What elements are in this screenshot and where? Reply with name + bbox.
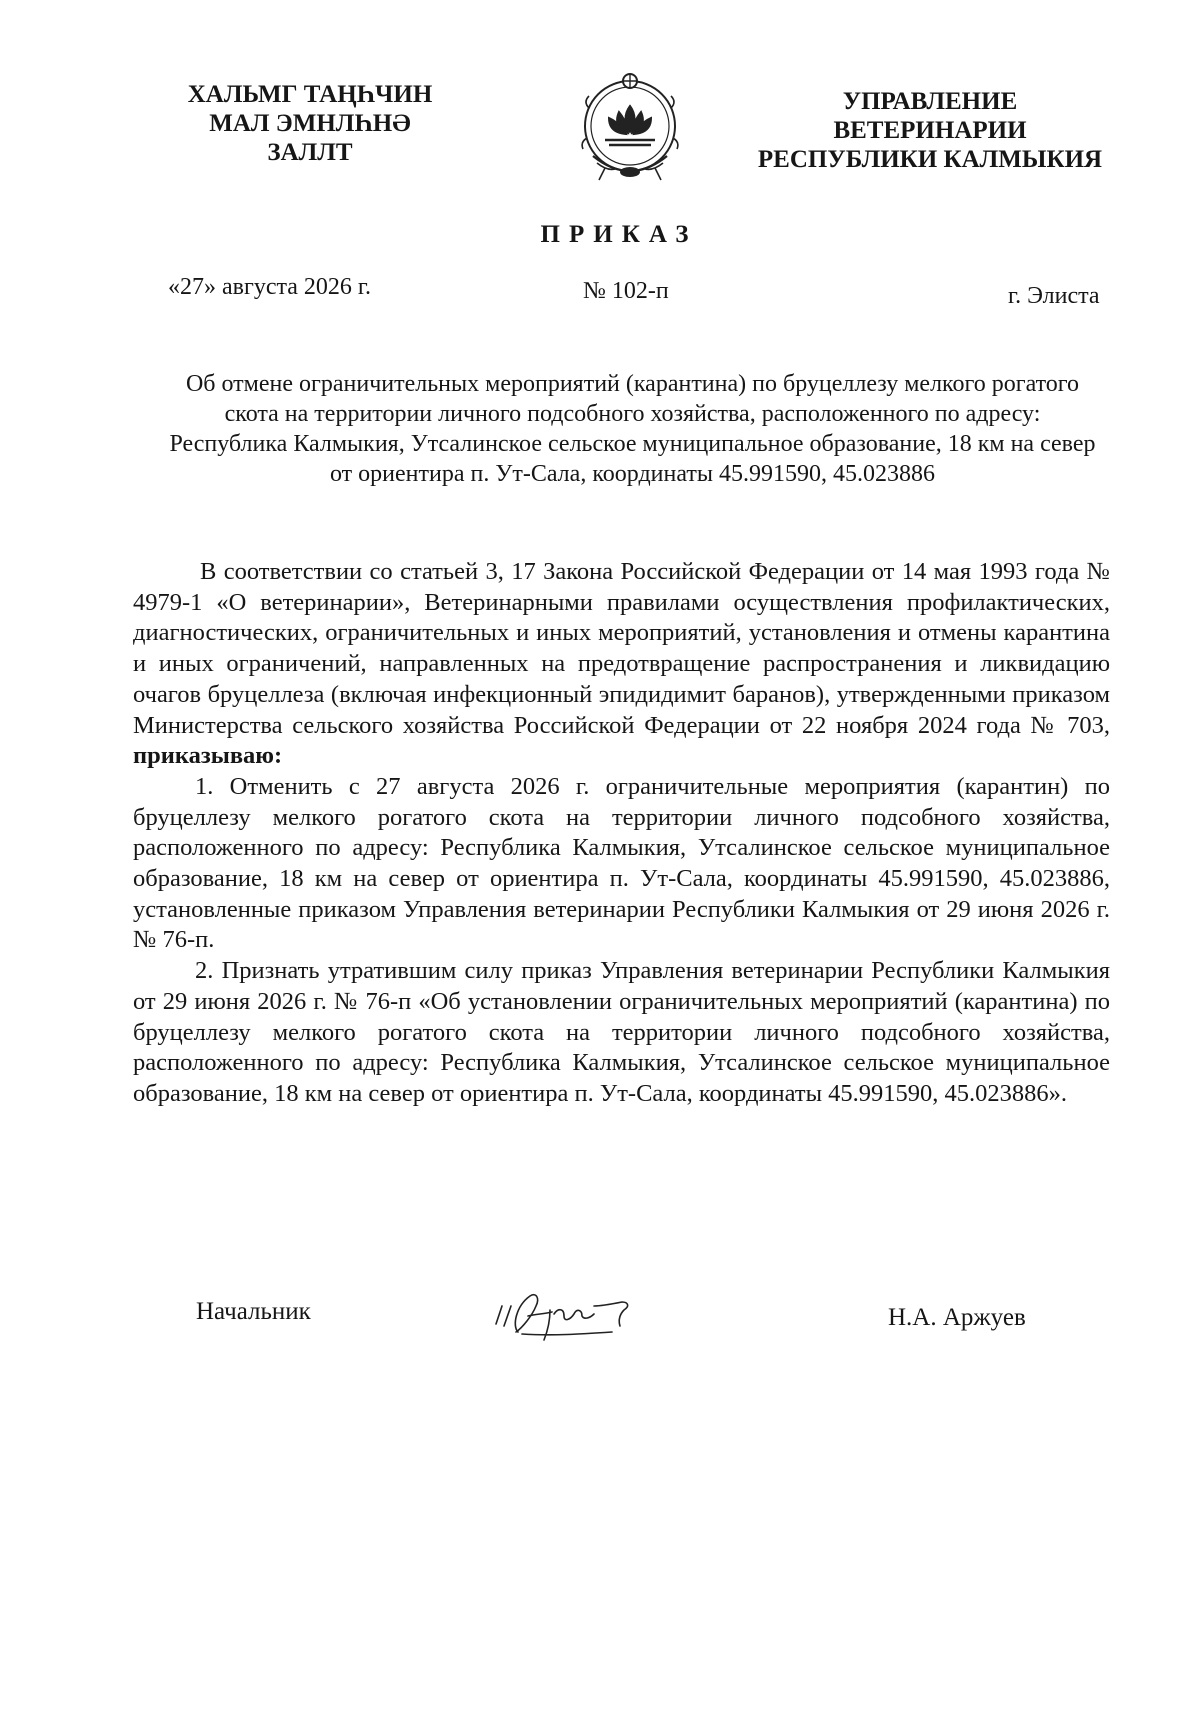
order-word: приказываю: (133, 742, 283, 770)
document-number: № 102-п (583, 278, 669, 304)
header-russian-org-name (745, 87, 1115, 174)
handwritten-signature-icon (488, 1280, 658, 1350)
signer-title: Начальник (196, 1298, 311, 1325)
header-right-line: ВЕТЕРИНАРИИ (833, 117, 1027, 144)
republic-emblem-icon (575, 68, 685, 186)
document-type-title: ПРИКАЗ (540, 221, 698, 248)
header-right-line: РЕСПУБЛИКИ КАЛМЫКИЯ (757, 146, 1103, 173)
signer-name: Н.А. Аржуев (888, 1304, 1026, 1331)
document-subject: Об отмене ограничительных мероприятий (карантина) по бруцеллезу мелкого рогатого скота на территории личного подсобного хозяйства, расположенного по адресу: Республика Калмыкия, Утсалинское сельское муниципальное образование, 18 км на север от ориентира п. Ут-Сала, координаты 45.991590, 45.023886 (169, 371, 1096, 487)
header-left-line: ЗАЛЛТ (267, 139, 353, 166)
header-right-line: УПРАВЛЕНИЕ (842, 88, 1018, 115)
order-item-1: 1. Отменить с 27 августа 2026 г. ограничительные мероприятия (карантин) по бруцеллезу мелкого рогатого скота на территории личного подсобного хозяйства, расположенного по адресу: Республика Калмыкия, Утсалинское сельское муниципальное образование, 18 км на север от ориентира п. Ут-Сала, координаты 45.991590, 45.023886, установленные приказом Управления ветеринарии Республики Калмыкия от 29 июня 2026 г. № 76-п. (133, 772, 1110, 954)
header-kalmyk-org-name (175, 80, 445, 167)
document-date: «27» августа 2026 г. (168, 274, 372, 300)
document-body (133, 557, 1110, 1110)
document-city: г. Элиста (1008, 283, 1100, 309)
order-item-2: 2. Признать утратившим силу приказ Управления ветеринарии Республики Калмыкия от 29 июня 2026 г. № 76-п «Об установлении ограничительных мероприятий (карантина) по бруцеллезу мелкого рогатого скота на территории личного подсобного хозяйства, расположенного по адресу: Республика Калмыкия, Утсалинское сельское муниципальное образование, 18 км на север от ориентира п. Ут-Сала, координаты 45.991590, 45.023886». (133, 957, 1110, 1107)
header-left-line: МАЛ ЭМНЛҺНӘ (209, 110, 411, 137)
preamble-paragraph (133, 557, 1110, 772)
preamble-text: В соответствии со статьей 3, 17 Закона Российской Федерации от 14 мая 1993 года № 4979-1 «О ветеринарии», Ветеринарными правилами осуществления профилактических, диагностических, ограничительных и иных мероприятий, установления и отмены карантина и иных ограничений, направленных на предотвращение распространения и ликвидацию очагов бруцеллеза (включая инфекционный эпидидимит баранов), утвержденными приказом Министерства сельского хозяйства Российской Федерации от 22 ноября 2024 года № 703, (133, 558, 1110, 739)
header-left-line: ХАЛЬМГ ТАҢҺЧИН (187, 81, 433, 108)
